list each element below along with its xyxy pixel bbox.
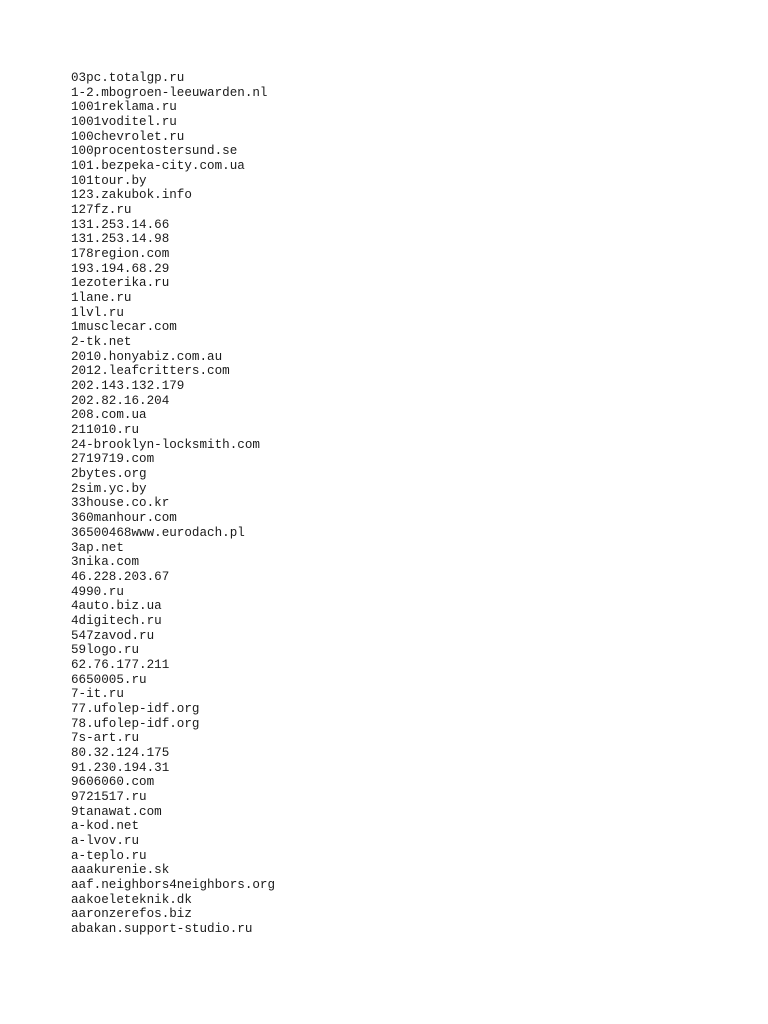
domain-line: aakoeleteknik.dk bbox=[71, 892, 192, 907]
domain-line: 36500468www.eurodach.pl bbox=[71, 525, 245, 540]
domain-line: 7s-art.ru bbox=[71, 731, 140, 746]
domain-line: 9606060.com bbox=[71, 775, 155, 790]
domain-line: 1lane.ru bbox=[71, 291, 132, 306]
domain-line: 4auto.biz.ua bbox=[71, 599, 162, 614]
domain-line: 77.ufolep-idf.org bbox=[71, 701, 200, 716]
domain-line: aaakurenie.sk bbox=[71, 863, 170, 878]
domain-line: 4990.ru bbox=[71, 584, 124, 599]
domain-line: 7-it.ru bbox=[71, 687, 124, 702]
domain-line: 24-brooklyn-locksmith.com bbox=[71, 437, 260, 452]
domain-line: a-teplo.ru bbox=[71, 848, 147, 863]
domain-line: 1lvl.ru bbox=[71, 305, 124, 320]
domain-line: 100chevrolet.ru bbox=[71, 129, 185, 144]
domain-line: aaf.neighbors4neighbors.org bbox=[71, 877, 276, 892]
domain-line: 131.253.14.66 bbox=[71, 217, 170, 232]
domain-line: 101.bezpeka-city.com.ua bbox=[71, 159, 245, 174]
domain-line: 1001voditel.ru bbox=[71, 115, 177, 130]
domain-line: 211010.ru bbox=[71, 423, 140, 438]
domain-line: a-kod.net bbox=[71, 819, 140, 834]
domain-line: 9tanawat.com bbox=[71, 804, 162, 819]
domain-line: 123.zakubok.info bbox=[71, 188, 192, 203]
domain-line: 62.76.177.211 bbox=[71, 657, 170, 672]
domain-line: 208.com.ua bbox=[71, 408, 147, 423]
domain-line: 100procentostersund.se bbox=[71, 144, 238, 159]
domain-line: 6650005.ru bbox=[71, 672, 147, 687]
domain-line: 33house.co.kr bbox=[71, 496, 170, 511]
domain-line: 3ap.net bbox=[71, 540, 124, 555]
domain-line: 2-tk.net bbox=[71, 335, 132, 350]
domain-line: 46.228.203.67 bbox=[71, 569, 170, 584]
domain-line: 202.82.16.204 bbox=[71, 393, 170, 408]
domain-line: 202.143.132.179 bbox=[71, 379, 185, 394]
domain-line: 80.32.124.175 bbox=[71, 745, 170, 760]
domain-line: 2012.leafcritters.com bbox=[71, 364, 230, 379]
domain-line: aaronzerefos.biz bbox=[71, 907, 192, 922]
domain-line: 9721517.ru bbox=[71, 789, 147, 804]
domain-line: 2sim.yc.by bbox=[71, 481, 147, 496]
domain-line: a-lvov.ru bbox=[71, 833, 140, 848]
domain-line: 360manhour.com bbox=[71, 511, 177, 526]
domain-line: 2bytes.org bbox=[71, 467, 147, 482]
domain-line: 1-2.mbogroen-leeuwarden.nl bbox=[71, 85, 268, 100]
domain-line: 1001reklama.ru bbox=[71, 100, 177, 115]
domain-line: 91.230.194.31 bbox=[71, 760, 170, 775]
domain-list bbox=[71, 71, 275, 937]
domain-line: 3nika.com bbox=[71, 555, 140, 570]
domain-line: 178region.com bbox=[71, 247, 170, 262]
domain-line: 03pc.totalgp.ru bbox=[71, 71, 185, 85]
domain-line: abakan.support-studio.ru bbox=[71, 921, 253, 936]
domain-line: 193.194.68.29 bbox=[71, 261, 170, 276]
domain-line: 101tour.by bbox=[71, 173, 147, 188]
domain-line: 1musclecar.com bbox=[71, 320, 177, 335]
domain-line: 59logo.ru bbox=[71, 643, 140, 658]
domain-line: 4digitech.ru bbox=[71, 613, 162, 628]
domain-line: 2719719.com bbox=[71, 452, 155, 467]
domain-line: 2010.honyabiz.com.au bbox=[71, 349, 223, 364]
domain-line: 78.ufolep-idf.org bbox=[71, 716, 200, 731]
domain-line: 1ezoterika.ru bbox=[71, 276, 170, 291]
domain-line: 131.253.14.98 bbox=[71, 232, 170, 247]
domain-line: 547zavod.ru bbox=[71, 628, 155, 643]
domain-line: 127fz.ru bbox=[71, 203, 132, 218]
